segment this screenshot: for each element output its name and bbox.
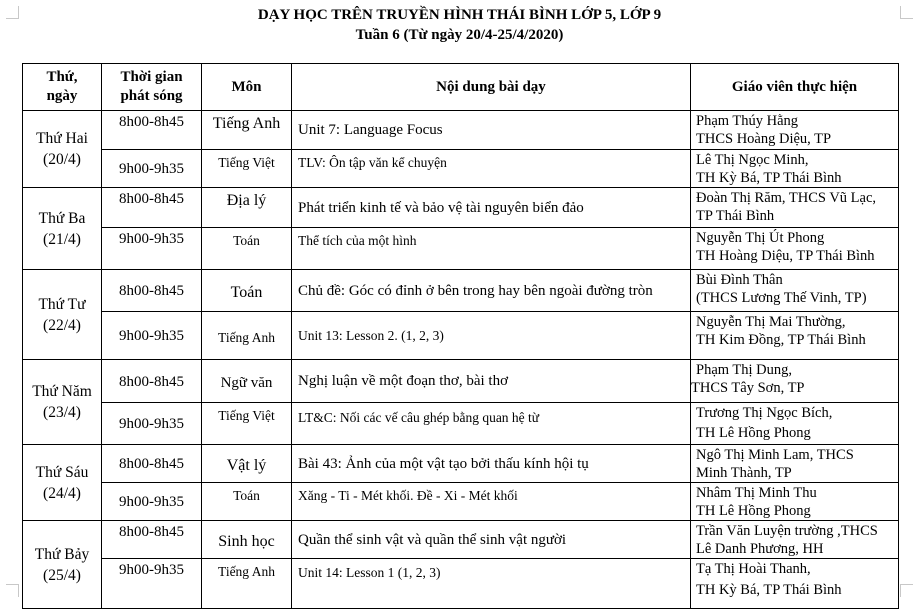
- content-cell: Unit 7: Language Focus: [292, 111, 691, 150]
- subject-cell: Toán: [202, 228, 292, 270]
- time-cell: 9h00-9h35: [102, 483, 202, 521]
- teacher-cell: [691, 559, 899, 609]
- table-row: [23, 270, 899, 312]
- day-cell: [23, 111, 102, 188]
- teacher-cell: [691, 150, 899, 188]
- day-name: Thứ Tư: [38, 295, 86, 313]
- teacher-name: Trần Văn Luyện trường ,THCS: [696, 523, 878, 539]
- table-row: [23, 360, 899, 403]
- subject-cell: Tiếng Anh: [202, 111, 292, 150]
- teacher-school: Minh Thành, TP: [696, 465, 792, 481]
- header-time-line2: phát sóng: [120, 88, 183, 104]
- teacher-name: Bùi Đình Thân: [696, 272, 783, 288]
- time-cell: 9h00-9h35: [102, 150, 202, 188]
- header-day-line1: Thứ,: [46, 69, 78, 85]
- teacher-school: TH Kim Đồng, TP Thái Bình: [696, 332, 866, 348]
- teacher-cell: [691, 188, 899, 228]
- content-cell: Chủ đề: Góc có đỉnh ở bên trong hay bên ngoài đường tròn: [292, 270, 691, 312]
- teacher-school: THCS Hoàng Diệu, TP: [696, 131, 832, 147]
- teacher-cell: [691, 360, 899, 403]
- schedule-table: [22, 63, 899, 609]
- content-cell: LT&C: Nối các vế câu ghép bằng quan hệ từ: [292, 403, 691, 445]
- teacher-name: Trương Thị Ngọc Bích,: [696, 405, 833, 421]
- content-cell: Phát triển kinh tế và bảo vệ tài nguyên biển đảo: [292, 188, 691, 228]
- time-cell: 8h00-8h45: [102, 270, 202, 312]
- content-cell: Nghị luận về một đoạn thơ, bài thơ: [292, 360, 691, 403]
- teacher-name: Nguyễn Thị Út Phong: [696, 230, 825, 246]
- teacher-school: (THCS Lương Thế Vinh, TP): [696, 290, 867, 306]
- teacher-school: TH Hoàng Diệu, TP Thái Bình: [696, 248, 875, 264]
- table-row: [23, 228, 899, 270]
- day-name: Thứ Sáu: [35, 463, 89, 481]
- time-cell: 9h00-9h35: [102, 228, 202, 270]
- teacher-school: TH Kỳ Bá, TP Thái Bình: [696, 582, 842, 598]
- time-cell: 9h00-9h35: [102, 403, 202, 445]
- teacher-cell: [691, 403, 899, 445]
- teacher-school: TH Lê Hồng Phong: [696, 503, 811, 519]
- teacher-cell: [691, 111, 899, 150]
- day-name: Thứ Hai: [36, 130, 88, 147]
- time-cell: 8h00-8h45: [102, 111, 202, 150]
- teacher-school: TP Thái Bình: [696, 208, 775, 224]
- header-day-line2: ngày: [46, 88, 78, 104]
- day-cell: [23, 188, 102, 270]
- teacher-cell: [691, 445, 899, 483]
- table-row: [23, 150, 899, 188]
- time-cell: 8h00-8h45: [102, 360, 202, 403]
- table-row: [23, 445, 899, 483]
- subject-cell: Tiếng Việt: [202, 403, 292, 445]
- teacher-cell: [691, 521, 899, 559]
- time-cell: 9h00-9h35: [102, 312, 202, 360]
- table-row: [23, 483, 899, 521]
- time-cell: 8h00-8h45: [102, 445, 202, 483]
- time-cell: 9h00-9h35: [102, 559, 202, 609]
- header-time-line1: Thời gian: [120, 69, 183, 85]
- teacher-school: TH Lê Hồng Phong: [696, 425, 811, 441]
- day-name: Thứ Bảy: [34, 545, 90, 563]
- teacher-cell: [691, 270, 899, 312]
- header-day: [23, 64, 102, 111]
- day-cell: [23, 360, 102, 445]
- table-row: [23, 403, 899, 445]
- day-date: (25/4): [43, 566, 81, 584]
- header-time: [102, 64, 202, 111]
- day-date: (21/4): [43, 230, 81, 248]
- day-cell: [23, 445, 102, 521]
- day-date: (20/4): [43, 151, 81, 168]
- crop-mark-bottom-right: [900, 584, 913, 597]
- teacher-name: Đoàn Thị Răm, THCS Vũ Lạc,: [696, 190, 877, 206]
- teacher-name: Phạm Thị Dung,: [696, 362, 792, 378]
- teacher-name: Ngô Thị Minh Lam, THCS: [696, 447, 854, 463]
- day-date: (23/4): [43, 404, 81, 421]
- teacher-school: THCS Tây Sơn, TP: [691, 380, 805, 396]
- table-row: [23, 111, 899, 150]
- subject-cell: Ngữ văn: [202, 360, 292, 403]
- subject-cell: Toán: [202, 483, 292, 521]
- table-row: [23, 559, 899, 609]
- header-teacher: Giáo viên thực hiện: [691, 64, 899, 111]
- document-subtitle: Tuần 6 (Từ ngày 20/4-25/4/2020): [355, 27, 564, 43]
- subject-cell: Địa lý: [202, 188, 292, 228]
- teacher-cell: [691, 228, 899, 270]
- content-cell: Quần thể sinh vật và quần thể sinh vật người: [292, 521, 691, 559]
- table-row: [23, 188, 899, 228]
- teacher-name: Phạm Thúy Hằng: [696, 113, 799, 129]
- day-cell: [23, 270, 102, 360]
- subject-cell: Vật lý: [202, 445, 292, 483]
- header-row: [23, 64, 899, 111]
- subject-cell: Toán: [202, 270, 292, 312]
- day-date: (24/4): [43, 484, 81, 502]
- document-title: DẠY HỌC TRÊN TRUYỀN HÌNH THÁI BÌNH LỚP 5, LỚP 9: [257, 7, 662, 23]
- teacher-name: Tạ Thị Hoài Thanh,: [696, 561, 811, 577]
- subject-cell: Tiếng Việt: [202, 150, 292, 188]
- content-cell: TLV: Ôn tập văn kể chuyện: [292, 150, 691, 188]
- time-cell: 8h00-8h45: [102, 188, 202, 228]
- day-name: Thứ Ba: [38, 209, 86, 227]
- teacher-name: Lê Thị Ngọc Minh,: [696, 152, 809, 168]
- day-cell: [23, 521, 102, 609]
- subject-cell: Tiếng Anh: [202, 559, 292, 609]
- header-subject: Môn: [202, 64, 292, 111]
- content-cell: Thể tích của một hình: [292, 228, 691, 270]
- table-row: [23, 521, 899, 559]
- content-cell: Bài 43: Ảnh của một vật tạo bởi thấu kính hội tụ: [292, 445, 691, 483]
- teacher-cell: [691, 312, 899, 360]
- content-cell: Xăng - Ti - Mét khối. Đề - Xi - Mét khối: [292, 483, 691, 521]
- teacher-school: TH Kỳ Bá, TP Thái Bình: [696, 170, 842, 186]
- teacher-name: Nhâm Thị Minh Thu: [696, 485, 817, 501]
- time-cell: 8h00-8h45: [102, 521, 202, 559]
- subject-cell: Sinh học: [202, 521, 292, 559]
- teacher-name: Nguyễn Thị Mai Thường,: [696, 314, 846, 330]
- content-cell: Unit 14: Lesson 1 (1, 2, 3): [292, 559, 691, 609]
- teacher-school: Lê Danh Phương, HH: [696, 541, 824, 557]
- day-date: (22/4): [43, 316, 81, 334]
- table-row: [23, 312, 899, 360]
- crop-mark-bottom-left: [6, 584, 19, 597]
- day-name: Thứ Năm: [32, 383, 92, 400]
- teacher-cell: [691, 483, 899, 521]
- header-content: Nội dung bài dạy: [292, 64, 691, 111]
- content-cell: Unit 13: Lesson 2. (1, 2, 3): [292, 312, 691, 360]
- subject-cell: Tiếng Anh: [202, 312, 292, 360]
